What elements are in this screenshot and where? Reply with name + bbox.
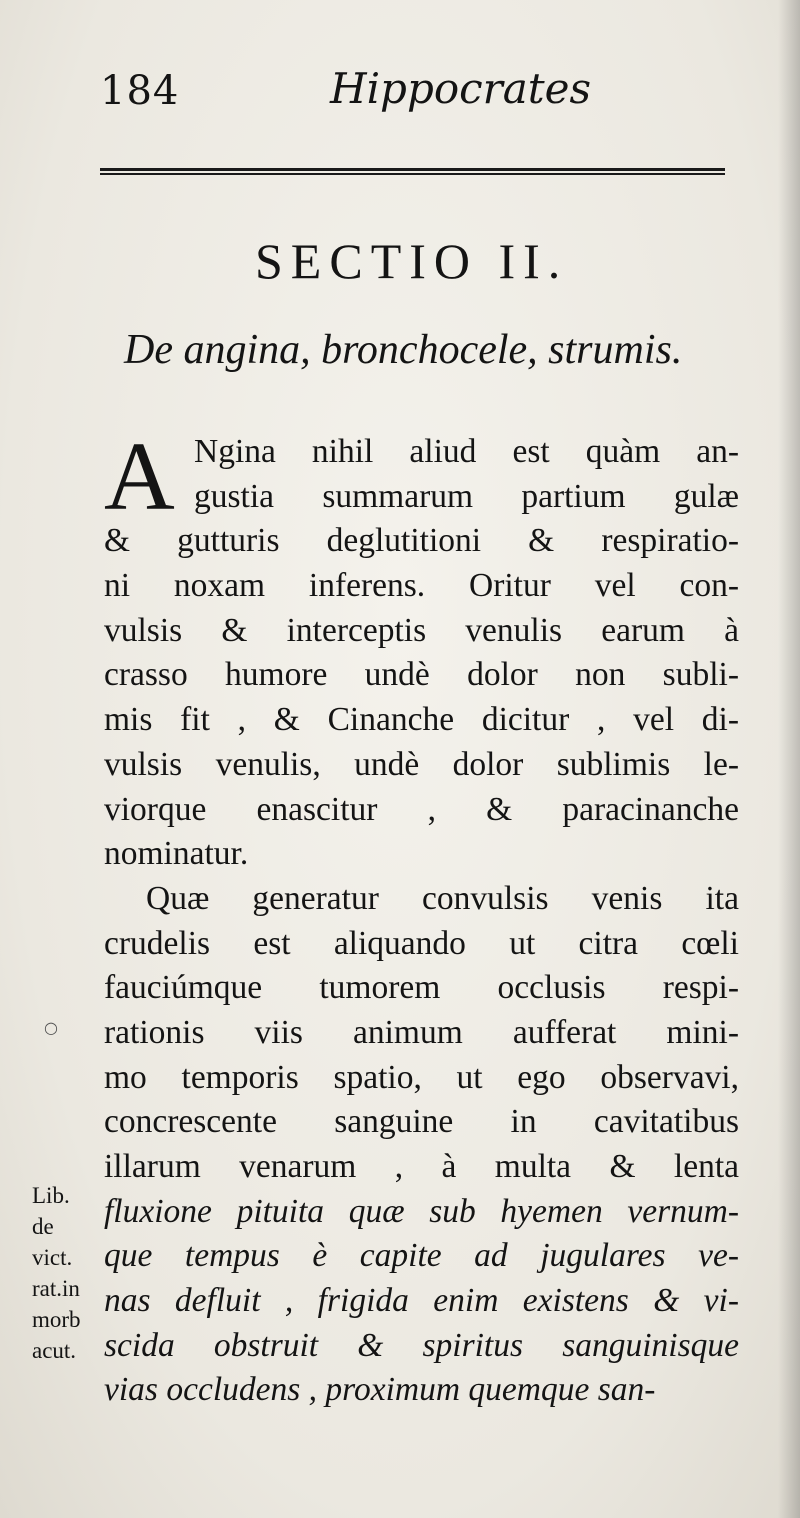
- text-line: vulsis venulis, undè dolor sublimis le-: [104, 745, 739, 783]
- drop-cap: A: [104, 423, 175, 531]
- text-line: nominatur.: [104, 835, 249, 873]
- text-line: vulsis & interceptis venulis earum à: [104, 611, 739, 649]
- header-rule: [100, 168, 725, 175]
- page-edge-shadow: [778, 0, 800, 1518]
- running-header: [100, 60, 740, 120]
- text-line: que tempus è capite ad jugulares ve-: [104, 1237, 739, 1275]
- text-line: & gutturis deglutitioni & respiratio-: [104, 522, 739, 560]
- text-line: crudelis est aliquando ut citra cœli: [104, 924, 739, 962]
- text-line: gustia summarum partium gulæ: [194, 477, 739, 515]
- body-text: [104, 519, 739, 1413]
- text-line: crasso humore undè dolor non subli-: [104, 656, 739, 694]
- running-title: Hippocrates: [330, 64, 592, 113]
- margin-note: [32, 1180, 102, 1366]
- text-line: fluxione pituita quæ sub hyemen vernum-: [104, 1192, 739, 1230]
- margin-note-line: morb: [32, 1307, 81, 1332]
- text-line: illarum venarum , à multa & lenta: [104, 1148, 739, 1186]
- margin-note-line: de: [32, 1214, 54, 1239]
- text-line: Ngina nihil aliud est quàm an-: [194, 433, 739, 470]
- text-line: concrescente sanguine in cavitatibus: [104, 1103, 739, 1141]
- text-line: nas defluit , frigida enim existens & vi-: [104, 1282, 739, 1320]
- text-line: fauciúmque tumorem occlusis respi-: [104, 969, 739, 1007]
- margin-note-line: rat.in: [32, 1276, 80, 1301]
- margin-note-line: Lib.: [32, 1183, 70, 1208]
- text-line: rationis viis animum aufferat mini-: [104, 1013, 739, 1051]
- margin-note-line: vict.: [32, 1245, 73, 1270]
- section-heading: SECTIO II.: [255, 233, 569, 289]
- text-line: mo temporis spatio, ut ego observavi,: [104, 1058, 739, 1096]
- text-line: Quæ generatur convulsis venis ita: [146, 879, 739, 917]
- text-line: scida obstruit & spiritus sanguinisque: [104, 1326, 739, 1364]
- margin-mark: ○: [44, 1018, 58, 1037]
- margin-note-line: acut.: [32, 1338, 77, 1363]
- text-line: viorque enascitur , & paracinanche: [104, 790, 739, 828]
- text-line: vias occludens , proximum quemque san-: [104, 1371, 656, 1409]
- section-subtitle: De angina, bronchocele, strumis.: [124, 327, 683, 373]
- page-number: 184: [100, 68, 180, 114]
- drop-cap-lines: [194, 430, 739, 519]
- text-line: ni noxam inferens. Oritur vel con-: [104, 567, 739, 605]
- text-line: mis fit , & Cinanche dicitur , vel di-: [104, 701, 739, 739]
